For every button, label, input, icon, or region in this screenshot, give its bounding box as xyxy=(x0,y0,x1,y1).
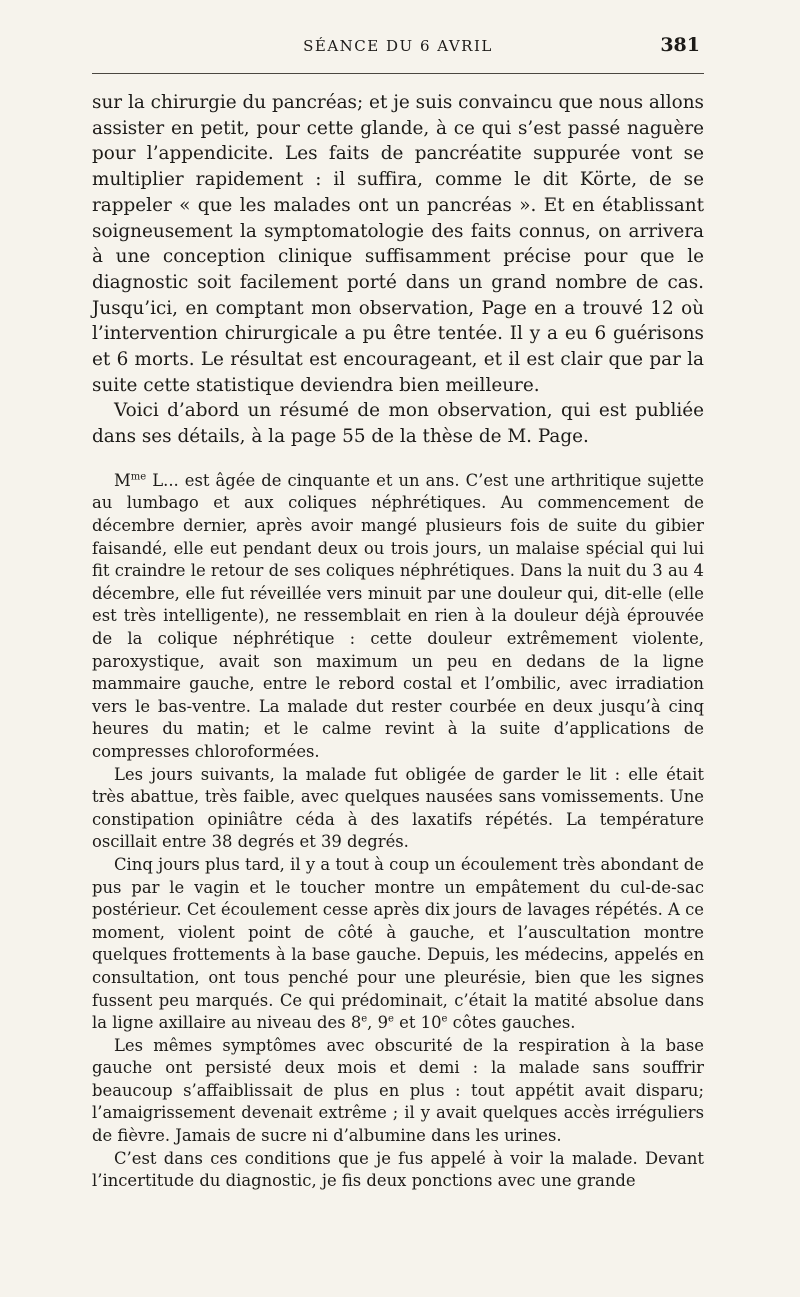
title-abbreviation-sup: me xyxy=(130,471,147,483)
page-number: 381 xyxy=(660,34,700,56)
header-rule xyxy=(92,73,704,74)
page-header xyxy=(92,34,704,58)
case-paragraph-2: Les jours suivants, la malade fut obligée de garder le lit : elle était très abattue, très faible, avec quelques nausées sans vomissements. Une constipation opiniâtre céda à des laxatifs répétés. La température oscillait entre 38 degrés et 39 degrés. xyxy=(92,764,704,852)
body-text xyxy=(92,90,704,1193)
case-paragraph-3-part-a: Cinq jours plus tard, il y a tout à coup un écoulement très abondant de pus par le vagin et le toucher montre un empâtement du cul-de-sac postérieur. Cet écoulement cesse après dix jours de lavages répétés. A ce moment, violent point de côté à gauche, et l’auscultation montre quelques frottements à la base gauche. Depuis, les médecins, appelés en consultation, ont tous penché pour une pleurésie, bien que les signes fussent peu marqués. Ce qui prédominait, c’était la matité absolue dans la ligne axillaire au niveau des 8 xyxy=(92,854,704,1033)
case-paragraph-3-part-d: côtes gauches. xyxy=(447,1013,576,1033)
case-paragraph-4: Les mêmes symptômes avec obscurité de la respiration à la base gauche ont persisté deux mois et demi : la malade sans souffrir beaucoup s’affaiblissait de plus en plus : tout appétit avait disparu; l’amaigrissement devenait extrême ; il y avait quelques accès irréguliers de fièvre. Jamais de sucre ni d’albumine dans les urines. xyxy=(92,1035,704,1146)
ordinal-sup-2: e xyxy=(388,1013,394,1025)
ordinal-sup-3: e xyxy=(441,1013,448,1025)
ordinal-sup-1: e xyxy=(361,1013,368,1025)
intro-paragraph-1: sur la chirurgie du pancréas; et je suis convaincu que nous allons assister en petit, pour cette glande, à ce qui s’est passé naguère pour l’appendicite. Les faits de pancréatite suppurée vont se multiplier rapidement : il suffira, comme le dit Körte, de se rappeler « que les malades ont un pancréas ». Et en établissant soigneusement la symptomatologie des faits connus, on arrivera à une conception clinique suffisamment précise pour que le diagnostic soit facilement porté dans un grand nombre de cas. Jusqu’ici, en comptant mon observation, Page en a trouvé 12 où l’intervention chirurgicale a pu être tentée. Il y a eu 6 guérisons et 6 morts. Le résultat est encourageant, et il est clair que par la suite cette statistique deviendra bien meilleure. xyxy=(92,92,704,396)
case-paragraph-3 xyxy=(92,854,704,1035)
case-paragraph-3-part-c: et 10 xyxy=(393,1013,442,1033)
case-paragraph-1 xyxy=(92,470,704,764)
case-report xyxy=(92,470,704,1193)
intro-paragraph-2: Voici d’abord un résumé de mon observation, qui est publiée dans ses détails, à la page 55 de la thèse de M. Page. xyxy=(92,400,704,448)
case-paragraph-5: C’est dans ces conditions que je fus appelé à voir la malade. Devant l’incertitude du diagnostic, je fis deux ponctions avec une grande xyxy=(92,1148,704,1191)
title-abbreviation: M xyxy=(114,470,131,490)
case-paragraph-3-part-b: , 9 xyxy=(367,1013,389,1033)
intro-section xyxy=(92,90,704,450)
case-paragraph-1-text: L... est âgée de cinquante et un ans. C’est une arthritique sujette au lumbago et aux coliques néphrétiques. Au commencement de décembre dernier, après avoir mangé plusieurs fois de suite du gibier faisandé, elle eut pendant deux ou trois jours, un malaise spécial qui lui fit craindre le retour de ses coliques néphrétiques. Dans la nuit du 3 au 4 décembre, elle fut réveillée vers minuit par une douleur qui, dit-elle (elle est très intelligente), ne ressemblait en rien à la douleur déjà éprouvée de la colique néphrétique : cette douleur extrêmement violente, paroxystique, avait son maximum un peu en dedans de la ligne mammaire gauche, entre le rebord costal et l’ombilic, avec irradiation vers le bas-ventre. La malade dut rester courbée en deux jusqu’à cinq heures du matin; et le calme revint à la suite d’applications de compresses chloroformées. xyxy=(92,470,704,761)
running-title: SÉANCE DU 6 AVRIL xyxy=(303,37,493,55)
